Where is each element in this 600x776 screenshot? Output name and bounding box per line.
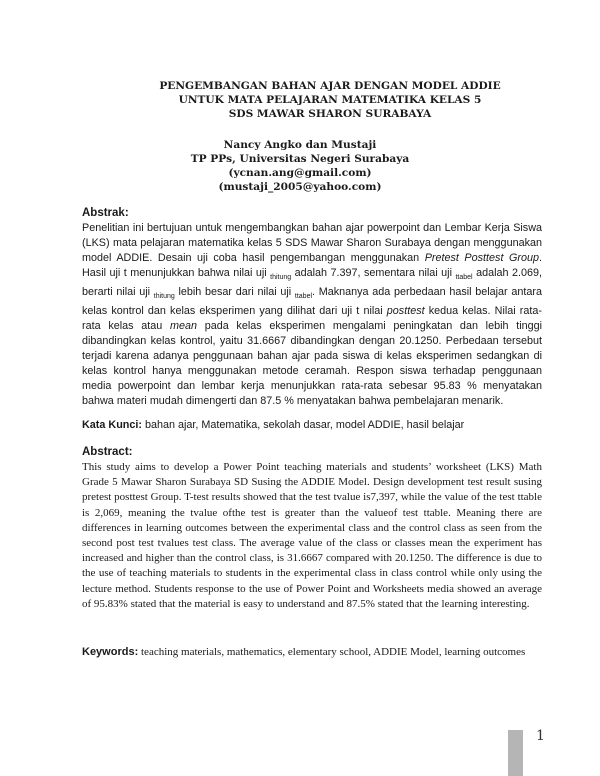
title-line-3: SDS MAWAR SHARON SURABAYA — [228, 108, 432, 120]
kata-kunci — [82, 418, 542, 432]
abstrak-text: . Hasil uji t menunjukkan bahwa nilai uji — [82, 252, 542, 279]
page-edge-bar — [508, 730, 523, 776]
abstrak-subscript: thitung — [153, 293, 175, 301]
abstract-body: This study aims to develop a Power Point teaching materials and students’ worksheet (LKS) Math Grade 5 Mawar Sharon Surabaya SD Susing the ADDIE Model. Design development test result susing pretest posttest Group. T-test results showed that the test tvalue is7,397, while the value of the test ttable is 2,069, meaning the tvalue ofthe test is greater than the valueof test ttable. Meaning there are differences in learning outcomes between the experimental class and the control class as seen from the second post test tvalues test class. The average value of the class or classes mean the experiment has increased and higher than the control class, is 31.6667 compared with 20.1250. The difference is due to the use of teaching materials to students in the experimental class in class control while only using the lecture method. Students response to the use of Power Point and Worksheets media showed an average of 95.83% stated that the material is easy to understand and 87.5% stated that the learning interesting. — [82, 461, 542, 610]
abstrak-subscript: ttabel — [455, 274, 473, 282]
kata-kunci-text: bahan ajar, Matematika, sekolah dasar, model ADDIE, hasil belajar — [142, 419, 465, 431]
abstrak-text: adalah 7.397, sementara nilai uji — [291, 267, 456, 279]
keywords — [82, 645, 542, 659]
author-block — [30, 138, 570, 194]
abstrak-text: . Maknanya ada perbedaan hasil belajar antara kelas kontrol dan kelas eksperimen yang dilihat dari uji t nilai — [82, 286, 542, 318]
paper-title — [60, 79, 600, 121]
title-line-2: UNTUK MATA PELAJARAN MATEMATIKA KELAS 5 — [178, 94, 482, 106]
abstrak-posttest: posttest — [386, 305, 425, 318]
author-affiliation: TP PPs, Universitas Negeri Surabaya — [190, 153, 410, 165]
abstrak-subscript: thitung — [270, 274, 292, 282]
abstrak-mean: mean — [169, 320, 197, 333]
author-email-1: (ycnan.ang@gmail.com) — [228, 167, 372, 179]
author-names: Nancy Angko dan Mustaji — [223, 139, 377, 151]
author-email-2: (mustaji_2005@yahoo.com) — [218, 181, 382, 193]
abstrak-text: adalah 2.069, berarti nilai uji — [82, 267, 542, 299]
abstrak-body — [82, 221, 542, 409]
abstrak-text: lebih besar dari nilai uji — [174, 286, 295, 299]
title-line-1: PENGEMBANGAN BAHAN AJAR DENGAN MODEL ADDIE — [159, 80, 501, 92]
abstrak-text: Penelitian ini bertujuan untuk mengembangkan bahan ajar powerpoint dan Lembar Kerja Siswa (LKS) mata pelajaran matematika kelas 5 SDS Mawar Sharon Surabaya dengan menggunakan model ADDIE. Desain uji coba hasil pengembangan menggunakan — [82, 222, 542, 264]
page-number: 1 — [536, 728, 545, 744]
abstrak-subscript: ttabel — [294, 293, 313, 301]
keywords-label: Keywords: — [82, 646, 139, 658]
kata-kunci-label: Kata Kunci: — [82, 419, 142, 431]
abstrak-heading: Abstrak: — [82, 207, 129, 219]
abstrak-design: Pretest Posttest Group — [424, 252, 539, 264]
abstrak-text: pada kelas eksperimen mengalami peningkatan dan lebih tinggi dibandingkan kelas kontrol, yaitu 31.6667 dibandingkan dengan 20.1250. Perbedaan tersebut terjadi karena adanya penggunaan bahan ajar pada siswa di kelas eksperimen sedangkan di kelas kontrol hanya menggunakan metode ceramah. Respon siswa terhadap penggunaan media powerpoint dan lembar kerja menunjukkan rata-rata sebesar 95.83 % menyatakan bahwa materi mudah dimengerti dan 87.5 % menyatakan bahwa pembelajaran menarik. — [82, 320, 542, 408]
abstrak-text: kedua kelas. Nilai rata-rata kelas atau — [82, 305, 542, 333]
abstract-heading: Abstract: — [82, 446, 133, 458]
keywords-text: teaching materials, mathematics, elementary school, ADDIE Model, learning outcomes — [138, 646, 526, 658]
